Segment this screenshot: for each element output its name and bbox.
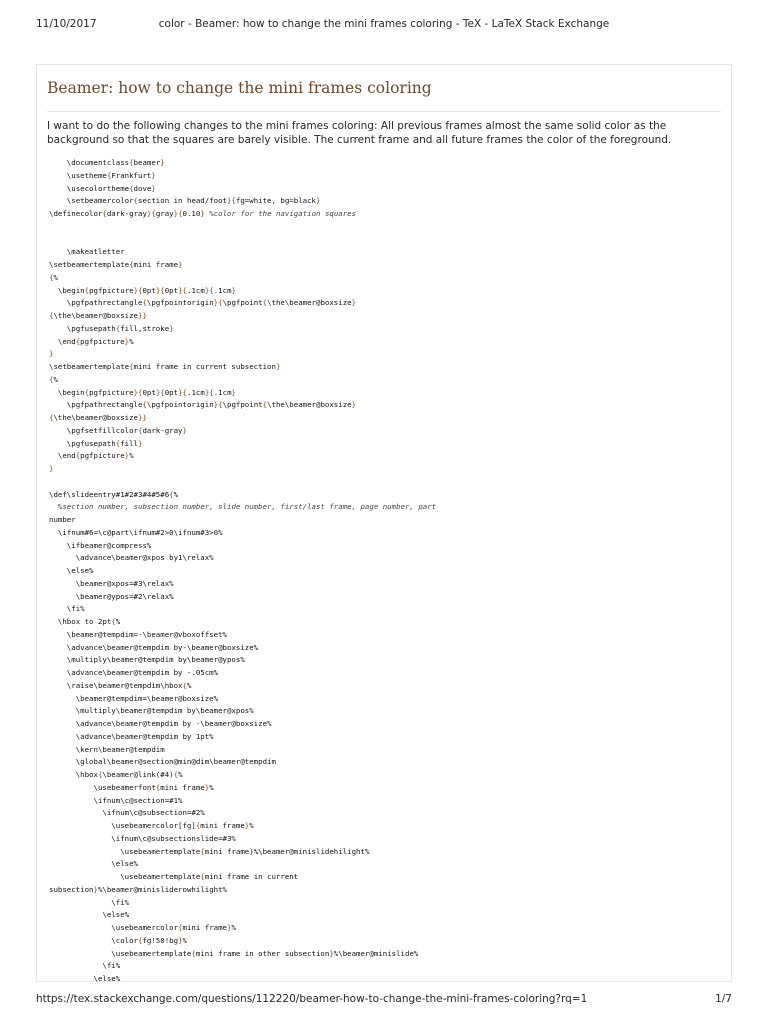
- code-line: \usebeamertemplate{mini frame}%\beamer@minislidehilight%: [49, 846, 370, 856]
- code-line: \else%: [49, 859, 138, 869]
- code-line: \setbeamercolor{section in head/foot}{fg=white, bg=black}: [49, 196, 321, 206]
- code-line: {%: [49, 272, 58, 282]
- code-line: \pgfpathrectangle{\pgfpointorigin}{\pgfpoint{\the\beamer@boxsize}: [49, 400, 357, 410]
- code-line: \fi%: [49, 897, 130, 907]
- code-line: \color{fg!50!bg}%: [49, 935, 187, 945]
- code-line: \pgfusepath{fill,stroke}: [49, 323, 174, 333]
- code-line: \makeatletter: [49, 247, 125, 257]
- code-line: \global\beamer@section@min@dim\beamer@tempdim: [49, 757, 276, 767]
- code-line: \end{pgfpicture}%: [49, 336, 134, 346]
- code-line: \advance\beamer@tempdim by-\beamer@boxsize%: [49, 642, 259, 652]
- code-line: subsection}%\beamer@minisliderowhilight%: [49, 884, 227, 894]
- code-line: \multiply\beamer@tempdim by\beamer@xpos%: [49, 706, 254, 716]
- code-line: {\the\beamer@boxsize}}: [49, 311, 147, 320]
- code-line: \pgfsetfillcolor{dark-gray}: [49, 425, 187, 435]
- code-line: \ifnum\c@subsectionslide=#3%: [49, 833, 236, 843]
- code-line: \pgfpathrectangle{\pgfpointorigin}{\pgfpoint{\the\beamer@boxsize}: [49, 298, 357, 308]
- code-line: \usebeamertemplate{mini frame in other subsection}%\beamer@minislide%: [49, 948, 419, 958]
- code-line: \fi%: [49, 961, 121, 971]
- code-line: {\the\beamer@boxsize}}: [49, 413, 147, 422]
- print-date: 11/10/2017: [36, 18, 97, 30]
- code-line: number: [49, 515, 76, 524]
- print-page-title: color - Beamer: how to change the mini frames coloring - TeX - LaTeX Stack Exchange: [158, 18, 610, 30]
- code-line: \beamer@tempdim=\beamer@boxsize%: [49, 693, 219, 703]
- code-line: \else%: [49, 974, 121, 983]
- code-line: \ifnum\c@section=#1%: [49, 795, 183, 805]
- question-card: [36, 64, 732, 982]
- code-line: \fi%: [49, 604, 85, 614]
- code-line: \advance\beamer@tempdim by -.05cm%: [49, 668, 219, 677]
- code-line: [49, 234, 721, 247]
- code-line: {%: [49, 374, 58, 384]
- question-title[interactable]: Beamer: how to change the mini frames coloring: [47, 79, 432, 97]
- code-line: \multiply\beamer@tempdim by\beamer@ypos%: [49, 655, 245, 665]
- code-line: \beamer@xpos=#3\relax%: [49, 578, 174, 588]
- code-line: \begin{pgfpicture}{0pt}{0pt}{.1cm}{.1cm}: [49, 387, 236, 397]
- question-body: I want to do the following changes to the mini frames coloring: All previous frames almost the same solid color as the background so that the squares are barely visible. The current frame and all future frames the color of the foreground.: [47, 120, 672, 146]
- code-line: \definecolor{dark-gray}{gray}{0.10} %color for the navigation squares: [49, 209, 357, 218]
- code-block: [49, 157, 721, 986]
- code-line: \setbeamertemplate{mini frame}: [49, 260, 183, 269]
- code-line: \ifnum\c@subsection=#2%: [49, 808, 205, 818]
- code-line: \else%: [49, 566, 94, 575]
- code-line: \usebeamertemplate{mini frame in current: [49, 872, 299, 881]
- code-line: \hbox to 2pt{%: [49, 617, 121, 626]
- code-line: [49, 476, 721, 489]
- code-line: \beamer@tempdim=-\beamer@vboxoffset%: [49, 629, 227, 639]
- code-line: \advance\beamer@tempdim by -\beamer@boxsize%: [49, 719, 272, 728]
- title-separator: [47, 111, 721, 112]
- code-line: %section number, subsection number, slide number, first/last frame, page number, part: [57, 502, 437, 512]
- code-line: \def\slideentry#1#2#3#4#5#6{%: [49, 489, 179, 499]
- print-page-number: 1/7: [715, 993, 732, 1005]
- code-line: }: [49, 349, 54, 359]
- print-url: https://tex.stackexchange.com/questions/112220/beamer-how-to-change-the-mini-frames-coloring?rq=1: [36, 993, 588, 1005]
- code-line: \usecolortheme{dove}: [49, 183, 156, 193]
- code-line: \begin{pgfpicture}{0pt}{0pt}{.1cm}{.1cm}: [49, 285, 236, 295]
- code-line: \usetheme{Frankfurt}: [49, 170, 156, 180]
- code-line: \ifbeamer@compress%: [49, 540, 152, 550]
- code-line: \else%: [49, 910, 130, 920]
- code-line: \usebeamercolor{mini frame}%: [49, 923, 236, 932]
- code-line: \beamer@ypos=#2\relax%: [49, 591, 174, 601]
- code-line: \usebeamerfont{mini frame}%: [49, 782, 214, 792]
- code-line: \end{pgfpicture}%: [49, 451, 134, 461]
- code-line: \raise\beamer@tempdim\hbox{%: [49, 680, 192, 690]
- code-line: \kern\beamer@tempdim: [49, 744, 165, 754]
- code-line: \advance\beamer@tempdim by 1pt%: [49, 731, 214, 741]
- code-line: \usebeamercolor[fg]{mini frame}%: [49, 821, 254, 830]
- code-line: \setbeamertemplate{mini frame in current subsection}: [49, 362, 281, 371]
- code-line: \documentclass{beamer}: [49, 158, 165, 167]
- code-line: [49, 221, 721, 234]
- code-line: \ifnum#6=\c@part\ifnum#2>0\ifnum#3>0%: [49, 527, 223, 537]
- code-line: \hbox{\beamer@link(#4){%: [49, 770, 183, 779]
- code-line: }: [49, 464, 54, 473]
- code-line: \pgfusepath{fill}: [49, 438, 143, 448]
- code-line: \advance\beamer@xpos by1\relax%: [49, 553, 214, 563]
